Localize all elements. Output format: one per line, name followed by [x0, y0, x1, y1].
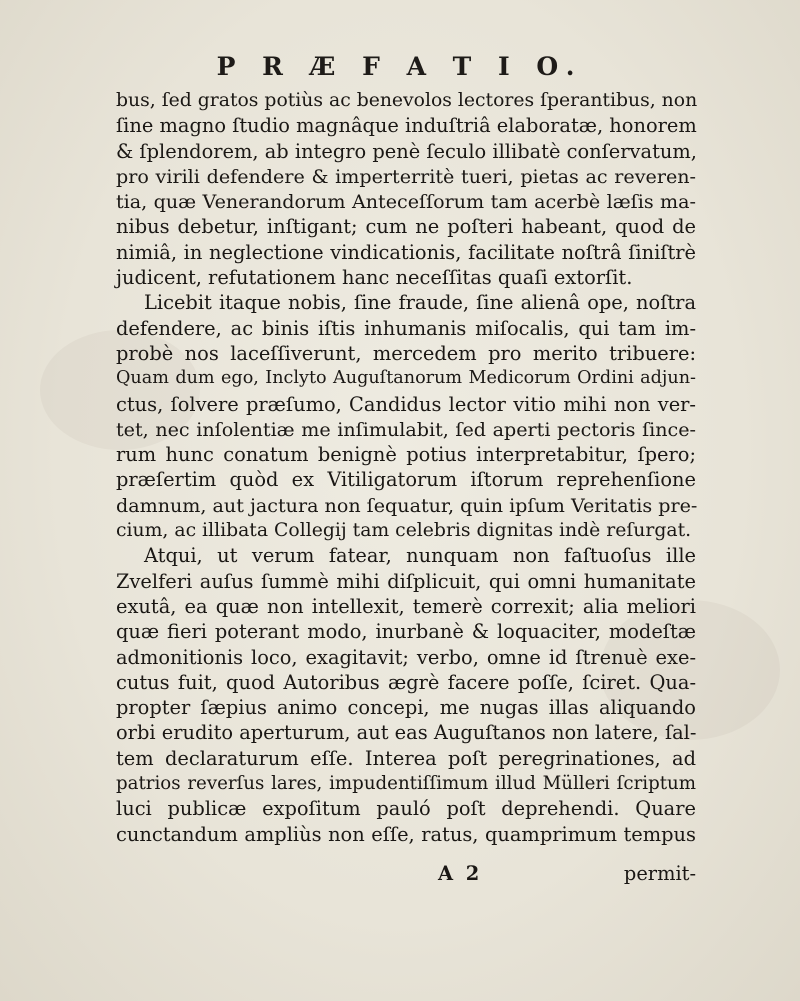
- text-line: cunctandum ampliùs non eſſe, ratus, quamprimum tempus: [116, 822, 696, 846]
- text-line: cium, ac illibata Collegij tam celebris dignitas indè reſurgat.: [116, 520, 692, 542]
- text-line: admonitionis loco, exagitavit; verbo, omne id ſtrenuè exe-: [116, 645, 696, 669]
- text-line: tia, quæ Venerandorum Anteceſſorum tam acerbè læſis ma-: [116, 190, 696, 214]
- text-line: bus, ſed gratos potiùs ac benevolos lectores ſperantibus, non: [116, 90, 698, 111]
- text-line: rum hunc conatum benignè potius interpretabitur, ſpero;: [116, 443, 696, 467]
- page-footer: [116, 862, 696, 888]
- text-line: Atqui, ut verum fatear, nunquam non faſtuoſus ille: [144, 544, 696, 568]
- text-line: Quam dum ego, Inclyto Auguſtanorum Medicorum Ordini adjun-: [116, 368, 696, 389]
- text-line: pro virili defendere & imperterritè tueri, pietas ac reveren-: [116, 164, 696, 188]
- text-line: tet, nec inſolentiæ me inſimulabit, ſed aperti pectoris ſince-: [116, 417, 696, 441]
- text-line: patrios reverſus lares, impudentiſſimum illud Mülleri ſcriptum: [116, 773, 696, 795]
- text-line: propter ſæpius animo concepi, me nugas illas aliquando: [116, 696, 696, 720]
- text-line: & ſplendorem, ab integro penè ſeculo illibatè conſervatum,: [116, 139, 697, 163]
- text-line: luci publicæ expoſitum pauló poſt deprehendi. Quare: [116, 797, 696, 821]
- text-line: ctus, ſolvere præſumo, Candidus lector vitio mihi non ver-: [116, 392, 696, 416]
- text-line: quæ fieri poterant modo, inurbanè & loquaciter, modeſtæ: [116, 620, 696, 644]
- text-line: ſine magno ſtudio magnâque induſtriâ elaboratæ, honorem: [116, 114, 697, 138]
- page-title: P R Æ F A T I O.: [216, 52, 584, 81]
- text-line: præſertim quòd ex Vitiligatorum iſtorum reprehenſione: [116, 468, 696, 492]
- text-line: cutus fuit, quod Autoribus ægrè facere poſſe, ſciret. Qua-: [116, 670, 696, 694]
- body-text: [116, 88, 696, 847]
- text-line: judicent, refutationem hanc neceſſitas quaſi extorſit.: [116, 266, 633, 290]
- catchword: permit-: [623, 862, 696, 885]
- text-line: damnum, aut jactura non ſequatur, quin ipſum Veritatis pre-: [116, 493, 698, 517]
- text-line: orbi erudito aperturum, aut eas Auguſtanos non latere, ſal-: [116, 721, 697, 745]
- text-line: exutâ, ea quæ non intellexit, temerè correxit; alia meliori: [116, 594, 696, 618]
- text-line: nibus debetur, inſtigant; cum ne poſteri habeant, quod de: [116, 215, 696, 239]
- text-line: Licebit itaque nobis, ſine fraude, ſine alienâ ope, noſtra: [144, 291, 696, 315]
- text-line: nimiâ, in neglectione vindicationis, facilitate noſtrâ ſiniſtrè: [116, 240, 696, 264]
- text-line: probè nos laceſſiverunt, mercedem pro merito tribuere:: [116, 341, 696, 365]
- text-line: defendere, ac binis iſtis inhumanis miſocalis, qui tam im-: [116, 316, 696, 340]
- text-line: tem declaraturum eſſe. Interea poſt peregrinationes, ad: [116, 746, 696, 770]
- text-line: Zvelferi auſus ſummè mihi diſplicuit, qui omni humanitate: [116, 569, 696, 593]
- signature-mark: A 2: [438, 862, 483, 885]
